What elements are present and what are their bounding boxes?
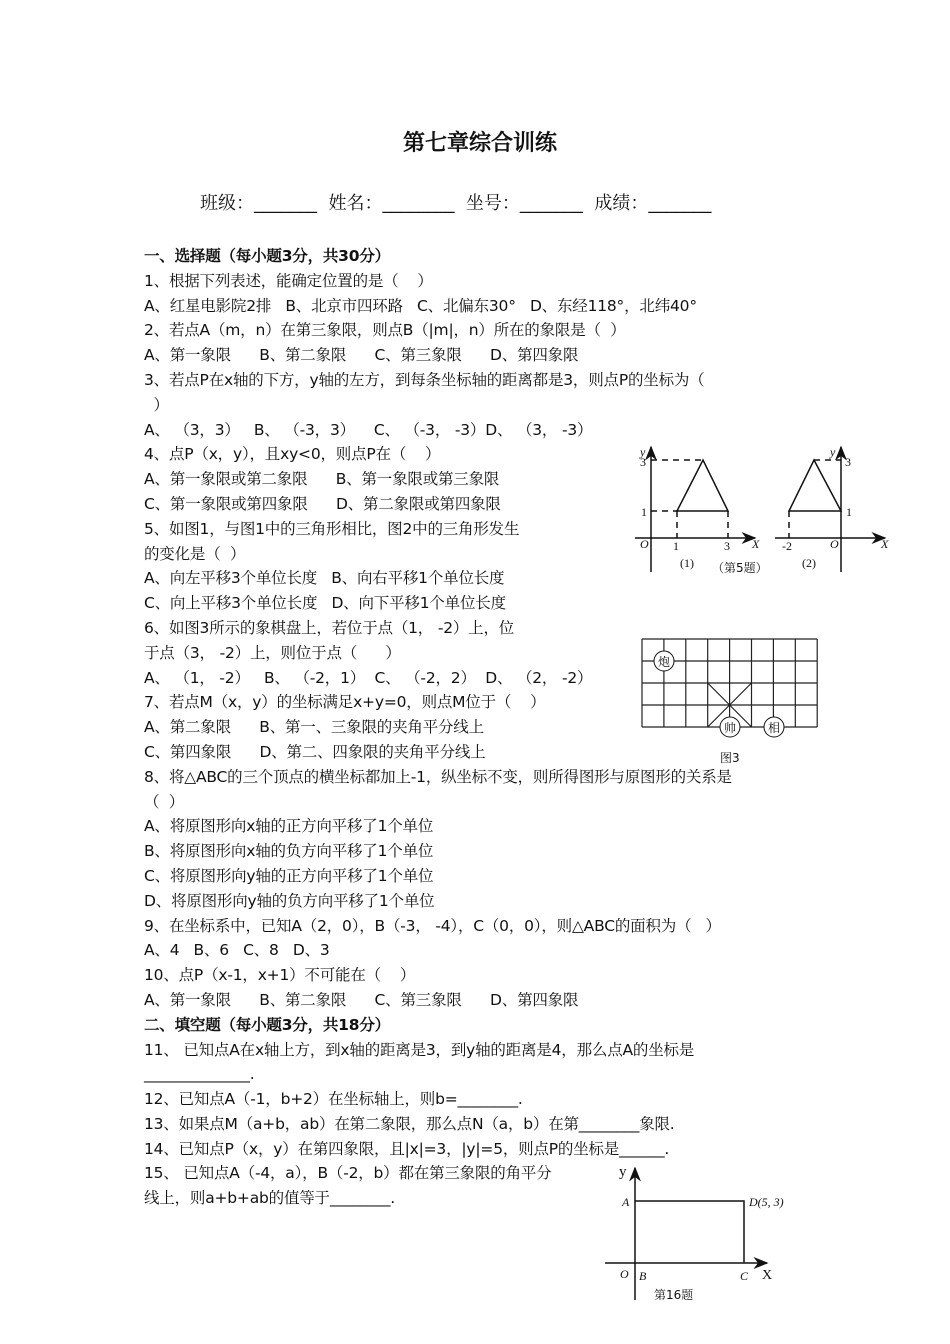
fig16-point-b: B (639, 1269, 647, 1283)
fig5b-xtick-m2: -2 (782, 539, 792, 553)
fig16-point-c: C (740, 1269, 749, 1283)
chess-piece-shuai (720, 717, 740, 737)
question-line: A、将原图形向x轴的正方向平移了1个单位 (144, 817, 434, 836)
question-line: 11、 已知点A在x轴上方，到x轴的距离是3，到y轴的距离是4，那么点A的坐标是 (144, 1040, 695, 1059)
fig5-caption-1: (1) (680, 556, 694, 570)
question-line: A、向左平移3个单位长度 B、向右平移1个单位长度 (144, 569, 505, 588)
question-line: 12、已知点A（-1，b+2）在坐标轴上，则b=________. (144, 1090, 523, 1109)
fig5-caption-2: (2) (802, 556, 816, 570)
question-line: A、红星电影院2排 B、北京市四环路 C、北偏东30° D、东经118°，北纬40° (144, 296, 697, 315)
question-line: C、第一象限或第四象限 D、第二象限或第四象限 (144, 494, 501, 513)
figure-5-2 (775, 447, 885, 572)
student-info-line: 班级：_______ 姓名：________ 坐号：_______ 成绩：_______ (200, 193, 712, 214)
question-line: C、第四象限 D、第二、四象限的夹角平分线上 (144, 742, 486, 761)
question-line: 于点（3， -2）上，则位于点（ ） (144, 643, 401, 662)
question-line: 13、如果点M（a+b，ab）在第二象限，那么点N（a，b）在第________象限. (144, 1114, 675, 1133)
fig16-point-d: D(5, 3) (749, 1195, 784, 1209)
figure-5-1 (635, 447, 755, 572)
fig5b-y-label: y (830, 445, 836, 459)
question-line: C、将原图形向y轴的正方向平移了1个单位 (144, 866, 434, 885)
fig5-caption: （第5题） (712, 561, 768, 575)
chess-piece-xiang (764, 717, 784, 737)
fig5-x-label: X (752, 537, 760, 551)
question-line: （ ） (144, 792, 185, 811)
question-line: 14、已知点P（x，y）在第四象限，且|x|=3，|y|=5，则点P的坐标是______. (144, 1139, 670, 1158)
question-line: 1、根据下列表述，能确定位置的是（ ） (144, 271, 433, 290)
question-line: ______________. (144, 1065, 255, 1084)
question-line: 9、在坐标系中，已知A（2，0），B（-3， -4），C（0，0），则△ABC的面积为（ ） (144, 916, 721, 935)
chess-piece-pao (654, 651, 674, 671)
question-line: 7、若点M（x，y）的坐标满足x+y=0，则点M位于（ ） (144, 693, 546, 712)
svg-text:帅: 帅 (723, 721, 737, 735)
svg-text:炮: 炮 (657, 655, 671, 669)
fig5-tick-3: 3 (640, 455, 646, 469)
question-line: 的变化是（ ） (144, 544, 246, 563)
question-line: B、将原图形向x轴的负方向平移了1个单位 (144, 842, 434, 861)
question-line: 5、如图1，与图1中的三角形相比，图2中的三角形发生 (144, 519, 520, 538)
question-line: 15、 已知点A（-4，a），B（-2，b）都在第三象限的角平分 (144, 1164, 552, 1183)
question-line: A、第一象限 B、第二象限 C、第三象限 D、第四象限 (144, 990, 579, 1009)
question-line: 线上，则a+b+ab的值等于________. (144, 1189, 395, 1208)
fig5-origin: O (640, 537, 649, 551)
fig3-caption: 图3 (720, 751, 740, 765)
question-line: A、 （1， -2） B、 （-2，1） C、 （-2，2） D、 （2， -2） (144, 668, 593, 687)
fig16-caption: 第16题 (654, 1288, 694, 1302)
question-line: A、 （3，3） B、 （-3，3） C、 （-3， -3）D、 （3， -3） (144, 420, 593, 439)
fig16-origin: O (620, 1267, 629, 1281)
question-line: A、第二象限 B、第一、三象限的夹角平分线上 (144, 718, 484, 737)
question-line: 2、若点A（m，n）在第三象限，则点B（|m|，n）所在的象限是（ ） (144, 321, 626, 340)
fig5b-x-label: X (881, 537, 889, 551)
question-line: ） (144, 395, 169, 414)
question-line: A、第一象限或第二象限 B、第一象限或第三象限 (144, 470, 500, 489)
question-line: C、向上平移3个单位长度 D、向下平移1个单位长度 (144, 594, 506, 613)
fig16-y-label: y (619, 1164, 627, 1180)
fig5-xtick-1: 1 (673, 539, 679, 553)
question-line: 8、将△ABC的三个顶点的横坐标都加上-1，纵坐标不变，则所得图形与原图形的关系是 (144, 767, 732, 786)
fig5b-tick-1: 1 (846, 505, 852, 519)
fig5-xtick-3: 3 (724, 539, 730, 553)
question-line: A、4 B、6 C、8 D、3 (144, 941, 330, 960)
fig16-x-label: X (762, 1268, 773, 1283)
page-title: 第七章综合训练 (402, 131, 557, 156)
section-heading: 二、填空题（每小题3分，共18分） (144, 1015, 390, 1034)
question-line: 10、点P（x-1，x+1）不可能在（ ） (144, 966, 416, 985)
question-line: A、第一象限 B、第二象限 C、第三象限 D、第四象限 (144, 346, 579, 365)
question-line: D、将原图形向y轴的负方向平移了1个单位 (144, 891, 435, 910)
fig5-tick-1: 1 (641, 505, 647, 519)
fig5-y-label: y (640, 445, 646, 459)
question-line: 6、如图3所示的象棋盘上，若位于点（1， -2）上，位 (144, 618, 515, 637)
section-heading: 一、选择题（每小题3分，共30分） (144, 247, 390, 265)
question-line: 3、若点P在x轴的下方，y轴的左方，到每条坐标轴的距离都是3，则点P的坐标为（ (144, 370, 705, 389)
fig5b-tick-3: 3 (845, 455, 851, 469)
fig16-point-a: A (622, 1195, 630, 1209)
fig5b-origin: O (830, 537, 839, 551)
svg-text:相: 相 (767, 721, 781, 735)
question-line: 4、点P（x，y），且xy<0，则点P在（ ） (144, 445, 441, 464)
